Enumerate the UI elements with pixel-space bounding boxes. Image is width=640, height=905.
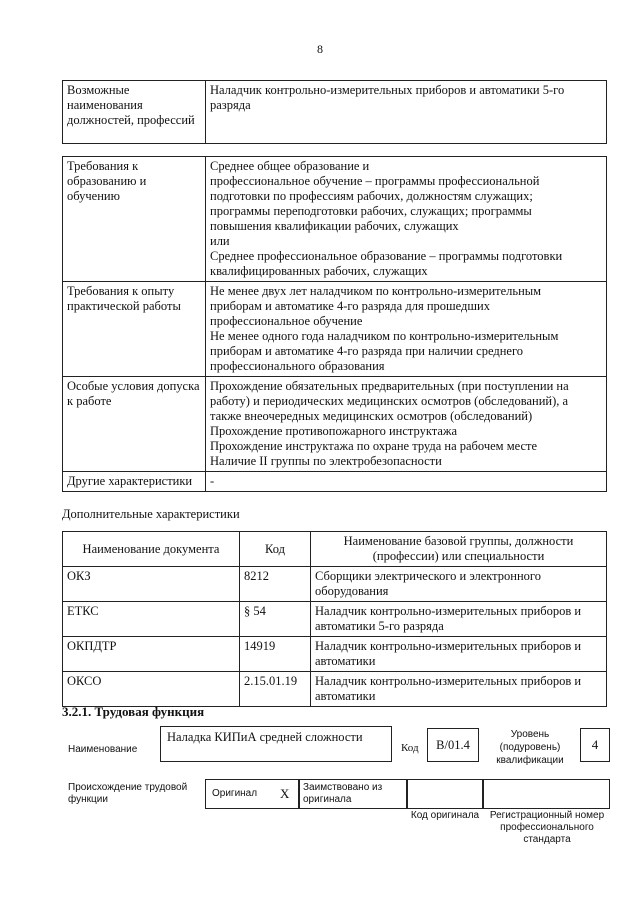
original-cell xyxy=(205,779,300,809)
requirement-line: также внеочередных медицинских осмотров (обследований) xyxy=(210,409,533,423)
level-value: 4 xyxy=(591,737,599,752)
requirement-line: Не менее одного года наладчиком по контрольно-измерительным xyxy=(210,329,559,343)
positions-value: Наладчик контрольно-измерительных приборов и автоматики 5-го разряда xyxy=(206,81,607,144)
requirement-line: Наличие II группы по электробезопасности xyxy=(210,454,442,468)
requirement-line: повышения квалификации рабочих, служащих xyxy=(210,219,459,233)
requirement-line: - xyxy=(210,474,215,488)
code-original-cell xyxy=(406,779,484,809)
requirement-line: работу) и периодических медицинских осмотров (обследований), а xyxy=(210,394,569,408)
table-row xyxy=(63,567,607,602)
code-value: В/01.4 xyxy=(436,738,470,752)
requirement-value xyxy=(206,377,607,472)
requirement-line: Среднее профессиональное образование – программы подготовки xyxy=(210,249,563,263)
table-row xyxy=(63,282,607,377)
requirement-line: квалифицированных рабочих, служащих xyxy=(210,264,428,278)
requirement-line: программы переподготовки рабочих, служащих; программы xyxy=(210,204,532,218)
page-number: 8 xyxy=(317,42,323,56)
document-cell: ОКЗ xyxy=(63,567,240,602)
table-row xyxy=(63,377,607,472)
requirements-table xyxy=(62,156,607,492)
requirement-line: подготовки по профессиям рабочих, должностям служащих; xyxy=(210,189,533,203)
requirement-label: Требования к опыту практической работы xyxy=(63,282,206,377)
requirement-line: Прохождение противопожарного инструктажа xyxy=(210,424,458,438)
header-group: Наименование базовой группы, должности (профессии) или специальности xyxy=(311,532,607,567)
requirement-value xyxy=(206,472,607,492)
group-cell: Наладчик контрольно-измерительных приборов и автоматики 5-го разряда xyxy=(311,602,607,637)
table-row xyxy=(63,637,607,672)
origin-label: Происхождение трудовой функции xyxy=(68,782,188,805)
name-label: Наименование xyxy=(68,744,138,755)
table-row xyxy=(63,602,607,637)
additional-title: Дополнительные характеристики xyxy=(62,507,240,521)
requirement-line: профессиональное обучение – программы профессиональной xyxy=(210,174,540,188)
requirement-line: приборам и автоматике 4-го разряда при наличии среднего xyxy=(210,344,524,358)
requirement-value xyxy=(206,157,607,282)
requirement-label: Требования к образованию и обучению xyxy=(63,157,206,282)
table-row xyxy=(63,672,607,707)
function-name-box xyxy=(160,726,392,762)
requirement-line: профессиональное обучение xyxy=(210,314,363,328)
additional-table xyxy=(62,531,607,707)
header-document: Наименование документа xyxy=(63,532,240,567)
function-name-value: Наладка КИПиА средней сложности xyxy=(167,730,363,744)
document-cell: ОКСО xyxy=(63,672,240,707)
requirement-label: Другие характеристики xyxy=(63,472,206,492)
table-header-row xyxy=(63,532,607,567)
reg-number-label: Регистрационный номер профессионального стандарта xyxy=(489,810,605,845)
original-mark: X xyxy=(280,786,290,801)
document-cell: ОКПДТР xyxy=(63,637,240,672)
table-row xyxy=(63,81,607,144)
group-cell: Сборщики электрического и электронного оборудования xyxy=(311,567,607,602)
group-cell: Наладчик контрольно-измерительных приборов и автоматики xyxy=(311,672,607,707)
code-value-box xyxy=(427,728,479,762)
reg-number-cell xyxy=(482,779,610,809)
positions-label: Возможные наименования должностей, профессий xyxy=(63,81,206,144)
requirement-line: Прохождение инструктажа по охране труда на рабочем месте xyxy=(210,439,538,453)
requirement-line: Среднее общее образование и xyxy=(210,159,370,173)
code-cell: 2.15.01.19 xyxy=(240,672,311,707)
code-cell: 14919 xyxy=(240,637,311,672)
code-cell: 8212 xyxy=(240,567,311,602)
code-original-label: Код оригинала xyxy=(410,810,480,821)
level-label: Уровень (подуровень) квалификации xyxy=(496,729,564,766)
group-cell: Наладчик контрольно-измерительных приборов и автоматики xyxy=(311,637,607,672)
requirement-line: приборам и автоматике 4-го разряда для прошедших xyxy=(210,299,490,313)
document-cell: ЕТКС xyxy=(63,602,240,637)
original-label: Оригинал xyxy=(212,788,258,799)
positions-table xyxy=(62,80,607,144)
requirement-value xyxy=(206,282,607,377)
header-code: Код xyxy=(240,532,311,567)
requirement-label: Особые условия допуска к работе xyxy=(63,377,206,472)
table-row xyxy=(63,157,607,282)
borrowed-cell xyxy=(298,779,408,809)
requirement-line: Прохождение обязательных предварительных (при поступлении на xyxy=(210,379,569,393)
function-heading: 3.2.1. Трудовая функция xyxy=(62,704,205,719)
table-row xyxy=(63,472,607,492)
level-value-box xyxy=(580,728,610,762)
requirement-line: профессионального образования xyxy=(210,359,385,373)
requirement-line: или xyxy=(210,234,230,248)
borrowed-label: Заимствовано из оригинала xyxy=(303,782,383,805)
requirement-line: Не менее двух лет наладчиком по контрольно-измерительным xyxy=(210,284,542,298)
code-label: Код xyxy=(401,742,419,754)
code-cell: § 54 xyxy=(240,602,311,637)
